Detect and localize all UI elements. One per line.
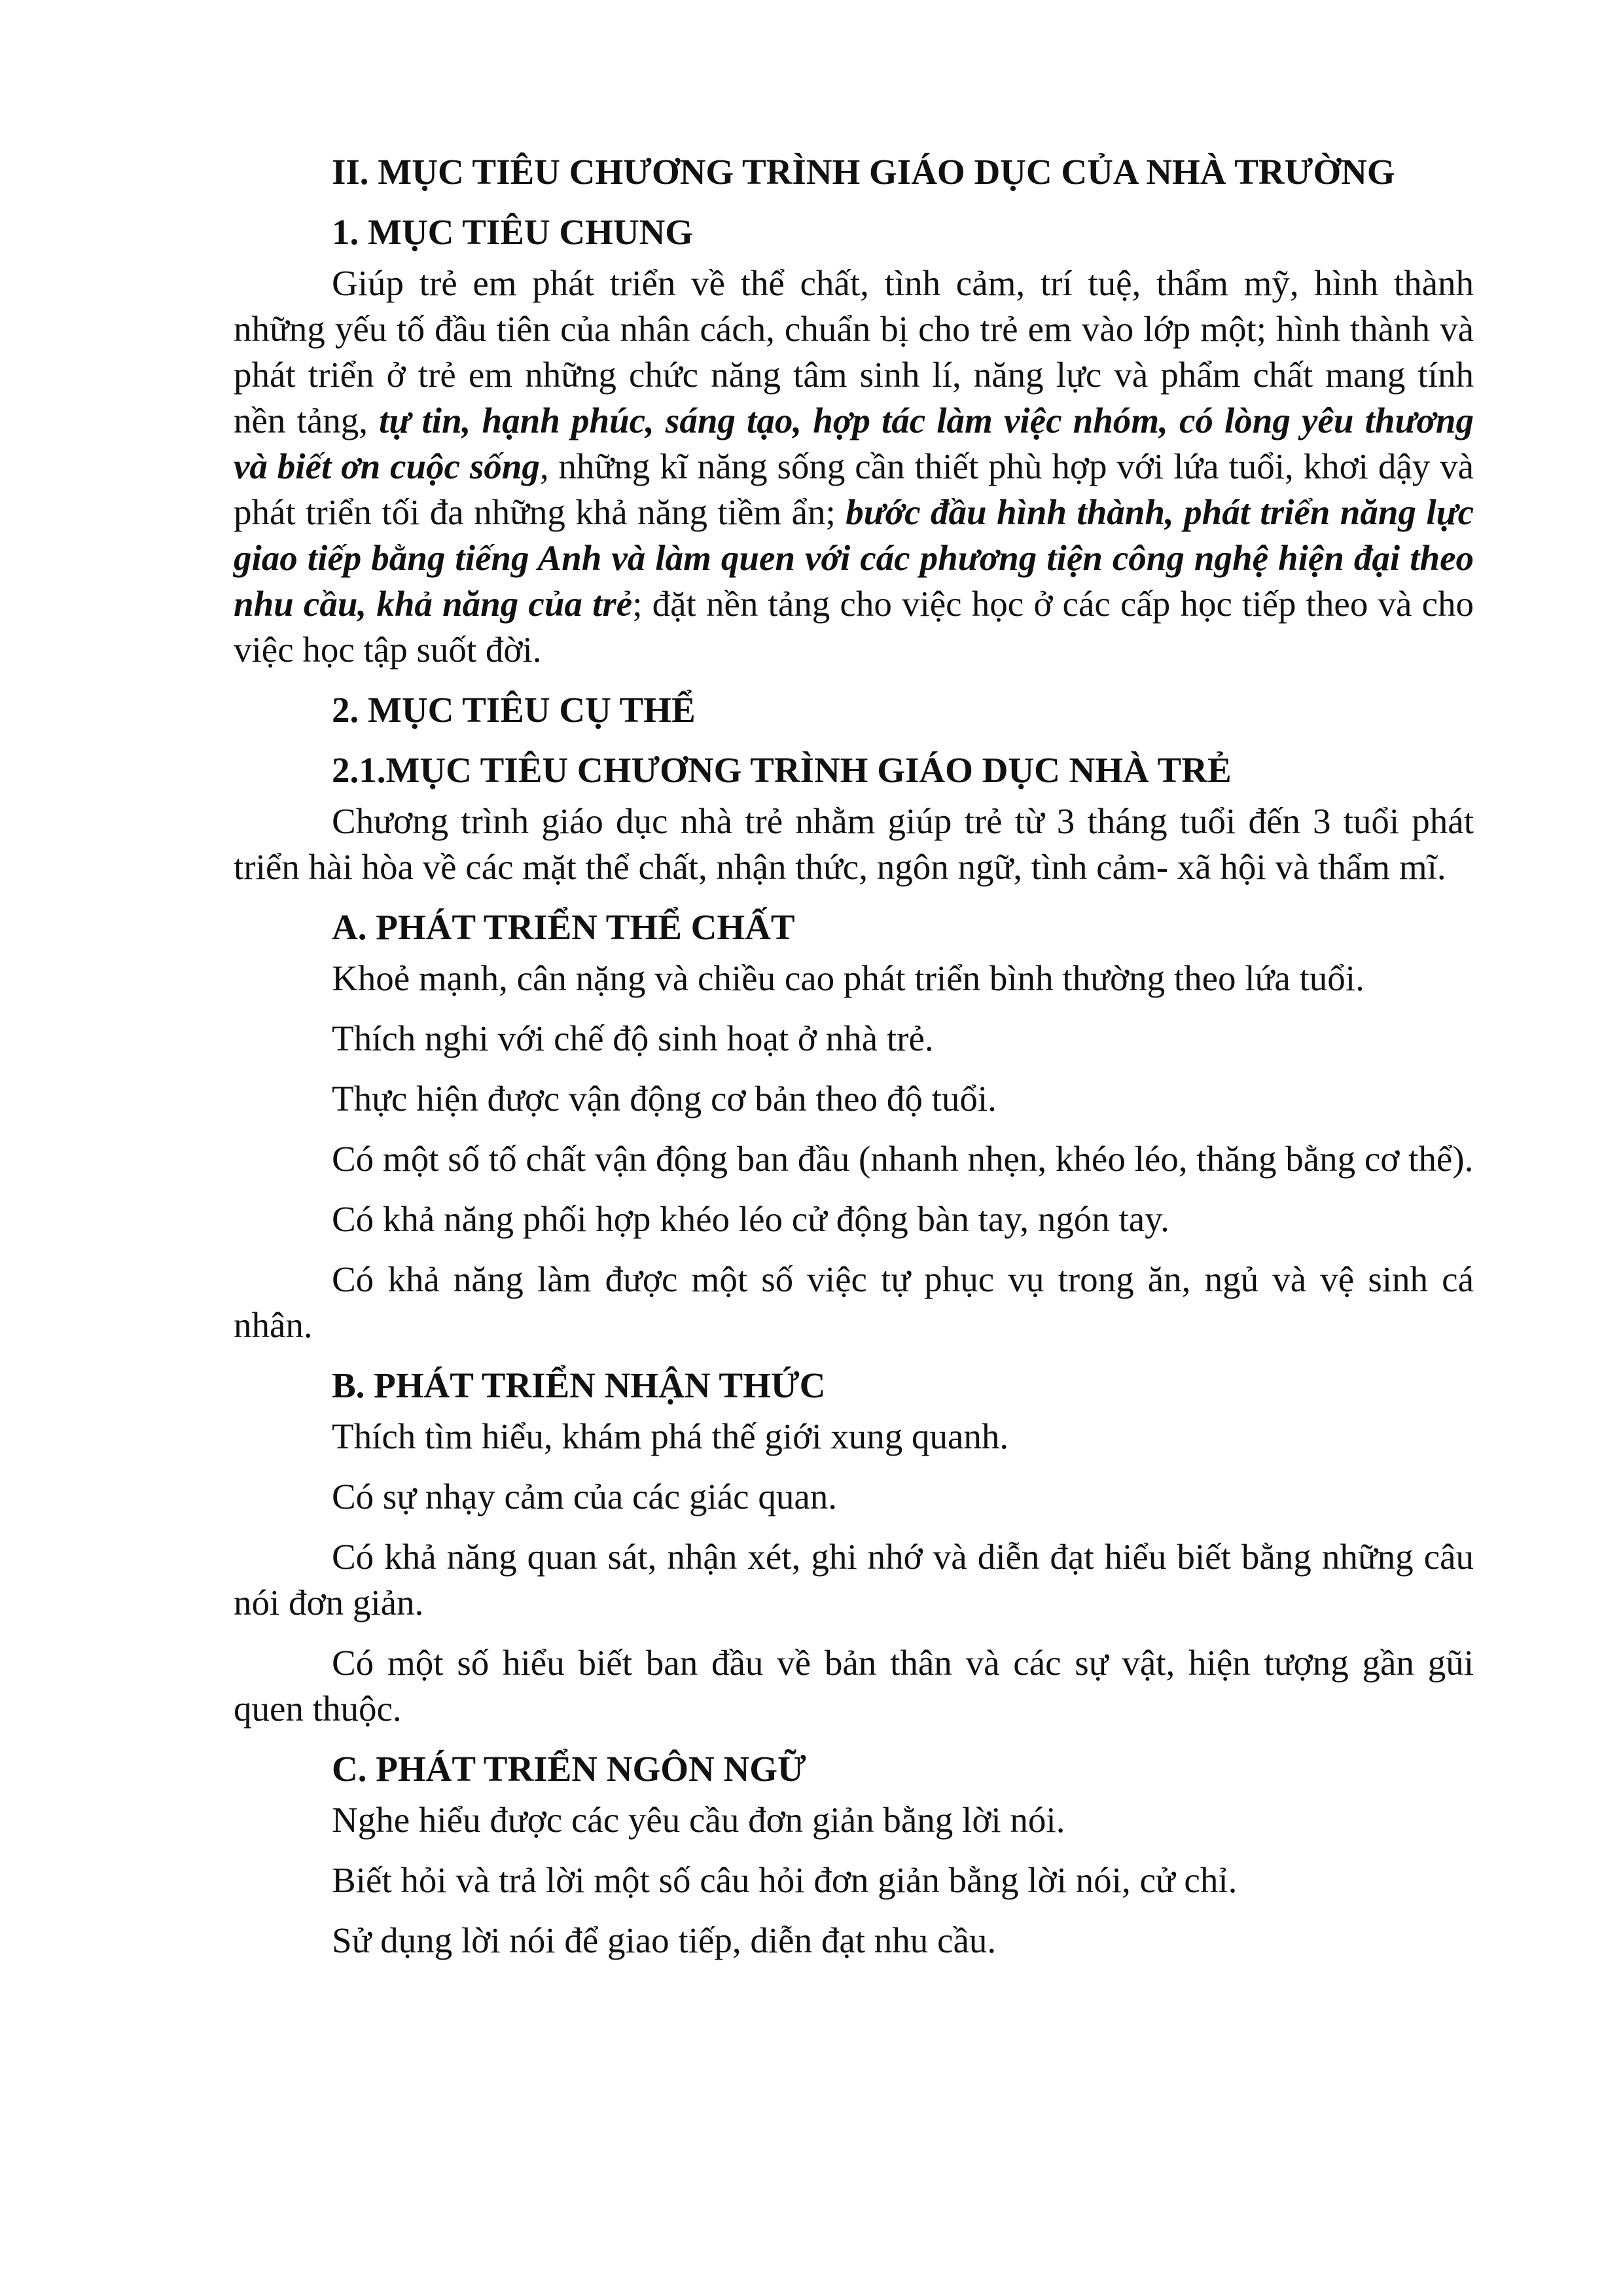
section-heading-language: C. PHÁT TRIỂN NGÔN NGỮ: [332, 1749, 806, 1789]
list-item: Có một số tố chất vận động ban đầu (nhanh nhẹn, khéo léo, thăng bằng cơ thể).: [332, 1139, 1474, 1179]
list-item: Có sự nhạy cảm của các giác quan.: [332, 1477, 837, 1516]
paragraph-text: ; đặt nền tảng cho việc học ở các cấp học tiếp theo và cho việc học tập suốt đời.: [234, 584, 1474, 670]
paragraph-nursery-program: Chương trình giáo dục nhà trẻ nhằm giúp trẻ từ 3 tháng tuổi đến 3 tuổi phát triển hài hòa về các mặt thể chất, nhận thức, ngôn ngữ, tình cảm- xã hội và thẩm mĩ.: [234, 801, 1474, 887]
list-item: Có khả năng quan sát, nhận xét, ghi nhớ và diễn đạt hiểu biết bằng những câu nói đơn giản.: [234, 1537, 1474, 1623]
emphasis-text: tự tin, hạnh phúc, sáng tạo, hợp tác làm việc nhóm, có lòng yêu thương và biết ơn cuộc sống: [234, 401, 1474, 486]
section-heading-nursery-program: 2.1.MỤC TIÊU CHƯƠNG TRÌNH GIÁO DỤC NHÀ TRẺ: [332, 750, 1232, 790]
list-item: Thích nghi với chế độ sinh hoạt ở nhà trẻ.: [332, 1018, 934, 1058]
list-item: Thực hiện được vận động cơ bản theo độ tuổi.: [332, 1079, 997, 1119]
list-item: Thích tìm hiểu, khám phá thế giới xung quanh.: [332, 1416, 1009, 1456]
section-heading-cognitive: B. PHÁT TRIỂN NHẬN THỨC: [332, 1365, 826, 1405]
list-item: Có khả năng làm được một số việc tự phục vụ trong ăn, ngủ và vệ sinh cá nhân.: [234, 1259, 1474, 1345]
list-item: Khoẻ mạnh, cân nặng và chiều cao phát triển bình thường theo lứa tuổi.: [332, 958, 1364, 998]
section-heading-general-goals: 1. MỤC TIÊU CHUNG: [332, 212, 694, 252]
list-item: Nghe hiểu được các yêu cầu đơn giản bằng lời nói.: [332, 1800, 1065, 1840]
paragraph-text: Giúp trẻ em phát triển về thể chất, tình cảm, trí tuệ, thẩm mỹ, hình thành những yếu tố đầu tiên của nhân cách, chuẩn bị cho trẻ em vào lớp một; hình thành và phát triển ở trẻ em những chức năng tâm sinh lí, năng lực và phẩm chất mang tính nền tảng,: [234, 263, 1474, 440]
list-item: Biết hỏi và trả lời một số câu hỏi đơn giản bằng lời nói, cử chỉ.: [332, 1860, 1238, 1900]
document-page: [234, 149, 1474, 1978]
section-heading-main: II. MỤC TIÊU CHƯƠNG TRÌNH GIÁO DỤC CỦA NHÀ TRƯỜNG: [332, 152, 1395, 192]
list-item: Sử dụng lời nói để giao tiếp, diễn đạt nhu cầu.: [332, 1920, 997, 1960]
section-heading-physical: A. PHÁT TRIỂN THỂ CHẤT: [332, 907, 795, 947]
list-item: Có khả năng phối hợp khéo léo cử động bàn tay, ngón tay.: [332, 1199, 1169, 1239]
paragraph-general-goals: [234, 260, 1474, 673]
section-heading-specific-goals: 2. MỤC TIÊU CỤ THỂ: [332, 690, 696, 730]
emphasis-text: bước đầu hình thành, phát triển năng lực giao tiếp bằng tiếng Anh và làm quen với các phương tiện công nghệ hiện đại theo nhu cầu, khả năng của trẻ: [234, 492, 1474, 624]
paragraph-text: , những kĩ năng sống cần thiết phù hợp với lứa tuổi, khơi dậy và phát triển tối đa những khả năng tiềm ẩn;: [234, 446, 1474, 532]
list-item: Có một số hiểu biết ban đầu về bản thân và các sự vật, hiện tượng gần gũi quen thuộc.: [234, 1643, 1474, 1729]
